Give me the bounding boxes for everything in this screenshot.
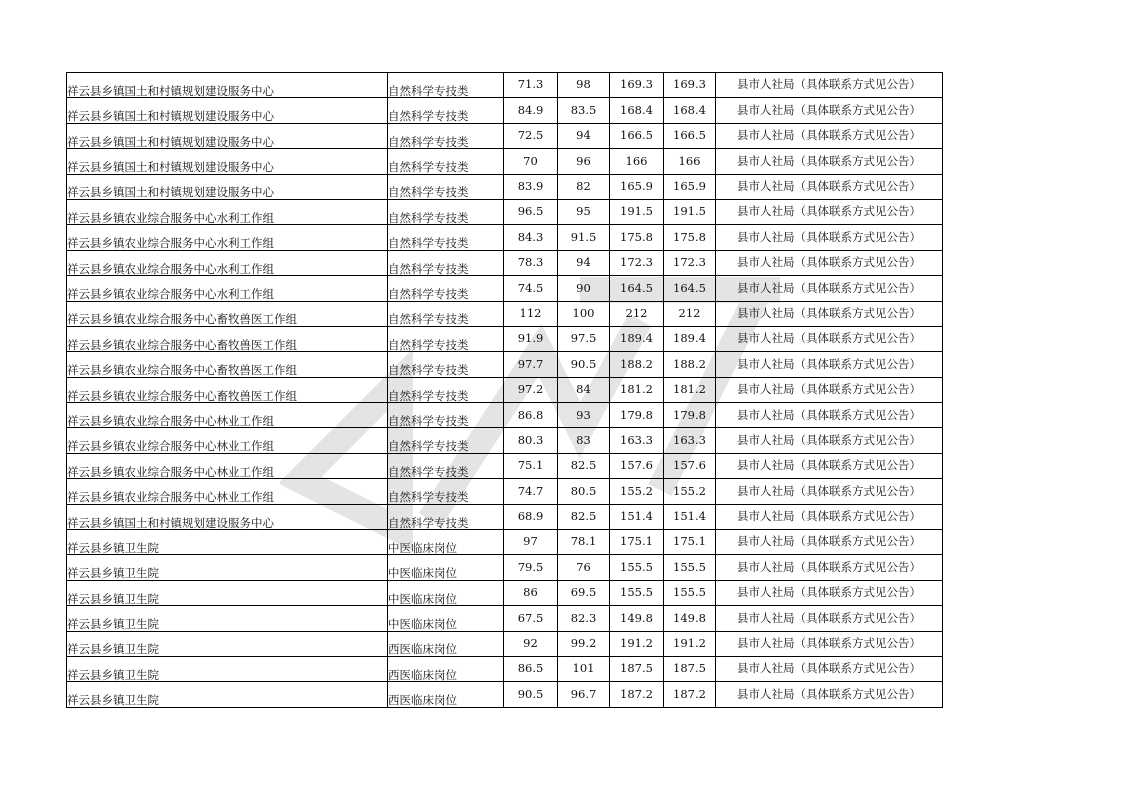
second-score-cell: 95 — [558, 199, 610, 224]
contact-cell: 县市人社局（具体联系方式见公告） — [716, 225, 943, 250]
table-row — [67, 580, 943, 605]
position-cell: 自然科学专技类 — [388, 453, 504, 478]
total-score-cell: 166.5 — [610, 123, 664, 148]
table-row — [67, 453, 943, 478]
written-score-cell: 97 — [504, 530, 558, 555]
contact-cell: 县市人社局（具体联系方式见公告） — [716, 504, 943, 529]
contact-cell: 县市人社局（具体联系方式见公告） — [716, 250, 943, 275]
unit-cell: 祥云县乡镇卫生院 — [67, 656, 388, 681]
written-score-cell: 97.2 — [504, 377, 558, 402]
contact-cell: 县市人社局（具体联系方式见公告） — [716, 326, 943, 351]
written-score-cell: 72.5 — [504, 123, 558, 148]
table-row — [67, 428, 943, 453]
position-cell: 自然科学专技类 — [388, 377, 504, 402]
position-cell: 中医临床岗位 — [388, 580, 504, 605]
table-row — [67, 352, 943, 377]
position-cell: 自然科学专技类 — [388, 174, 504, 199]
total-score-cell: 164.5 — [610, 276, 664, 301]
second-score-cell: 91.5 — [558, 225, 610, 250]
contact-cell: 县市人社局（具体联系方式见公告） — [716, 631, 943, 656]
unit-cell: 祥云县乡镇农业综合服务中心林业工作组 — [67, 479, 388, 504]
total-score-cell: 191.5 — [610, 199, 664, 224]
written-score-cell: 96.5 — [504, 199, 558, 224]
second-score-cell: 83.5 — [558, 98, 610, 123]
second-score-cell: 69.5 — [558, 580, 610, 605]
written-score-cell: 79.5 — [504, 555, 558, 580]
score-table — [66, 72, 943, 708]
unit-cell: 祥云县乡镇国土和村镇规划建设服务中心 — [67, 174, 388, 199]
contact-cell: 县市人社局（具体联系方式见公告） — [716, 428, 943, 453]
written-score-cell: 90.5 — [504, 682, 558, 707]
written-score-cell: 67.5 — [504, 606, 558, 631]
position-cell: 自然科学专技类 — [388, 326, 504, 351]
final-score-cell: 155.5 — [664, 555, 716, 580]
second-score-cell: 82 — [558, 174, 610, 199]
position-cell: 中医临床岗位 — [388, 555, 504, 580]
contact-cell: 县市人社局（具体联系方式见公告） — [716, 580, 943, 605]
contact-cell: 县市人社局（具体联系方式见公告） — [716, 530, 943, 555]
second-score-cell: 99.2 — [558, 631, 610, 656]
unit-cell: 祥云县乡镇卫生院 — [67, 606, 388, 631]
unit-cell: 祥云县乡镇卫生院 — [67, 555, 388, 580]
written-score-cell: 84.9 — [504, 98, 558, 123]
table-row — [67, 326, 943, 351]
table-row — [67, 174, 943, 199]
table-row — [67, 504, 943, 529]
written-score-cell: 74.7 — [504, 479, 558, 504]
position-cell: 自然科学专技类 — [388, 352, 504, 377]
second-score-cell: 97.5 — [558, 326, 610, 351]
second-score-cell: 82.5 — [558, 504, 610, 529]
written-score-cell: 84.3 — [504, 225, 558, 250]
total-score-cell: 166 — [610, 149, 664, 174]
final-score-cell: 165.9 — [664, 174, 716, 199]
unit-cell: 祥云县乡镇国土和村镇规划建设服务中心 — [67, 504, 388, 529]
second-score-cell: 94 — [558, 123, 610, 148]
unit-cell: 祥云县乡镇农业综合服务中心林业工作组 — [67, 453, 388, 478]
unit-cell: 祥云县乡镇国土和村镇规划建设服务中心 — [67, 73, 388, 98]
second-score-cell: 90.5 — [558, 352, 610, 377]
unit-cell: 祥云县乡镇农业综合服务中心畜牧兽医工作组 — [67, 326, 388, 351]
written-score-cell: 74.5 — [504, 276, 558, 301]
final-score-cell: 191.2 — [664, 631, 716, 656]
written-score-cell: 86.8 — [504, 403, 558, 428]
final-score-cell: 187.5 — [664, 656, 716, 681]
unit-cell: 祥云县乡镇农业综合服务中心水利工作组 — [67, 250, 388, 275]
final-score-cell: 172.3 — [664, 250, 716, 275]
final-score-cell: 187.2 — [664, 682, 716, 707]
unit-cell: 祥云县乡镇卫生院 — [67, 580, 388, 605]
position-cell: 中医临床岗位 — [388, 606, 504, 631]
unit-cell: 祥云县乡镇农业综合服务中心林业工作组 — [67, 403, 388, 428]
total-score-cell: 157.6 — [610, 453, 664, 478]
second-score-cell: 98 — [558, 73, 610, 98]
contact-cell: 县市人社局（具体联系方式见公告） — [716, 479, 943, 504]
contact-cell: 县市人社局（具体联系方式见公告） — [716, 453, 943, 478]
contact-cell: 县市人社局（具体联系方式见公告） — [716, 352, 943, 377]
contact-cell: 县市人社局（具体联系方式见公告） — [716, 149, 943, 174]
table-row — [67, 403, 943, 428]
final-score-cell: 175.1 — [664, 530, 716, 555]
unit-cell: 祥云县乡镇国土和村镇规划建设服务中心 — [67, 98, 388, 123]
final-score-cell: 212 — [664, 301, 716, 326]
second-score-cell: 100 — [558, 301, 610, 326]
table-row — [67, 606, 943, 631]
final-score-cell: 151.4 — [664, 504, 716, 529]
final-score-cell: 168.4 — [664, 98, 716, 123]
contact-cell: 县市人社局（具体联系方式见公告） — [716, 555, 943, 580]
unit-cell: 祥云县乡镇农业综合服务中心畜牧兽医工作组 — [67, 352, 388, 377]
final-score-cell: 157.6 — [664, 453, 716, 478]
unit-cell: 祥云县乡镇国土和村镇规划建设服务中心 — [67, 149, 388, 174]
written-score-cell: 91.9 — [504, 326, 558, 351]
total-score-cell: 189.4 — [610, 326, 664, 351]
position-cell: 自然科学专技类 — [388, 504, 504, 529]
second-score-cell: 96 — [558, 149, 610, 174]
unit-cell: 祥云县乡镇卫生院 — [67, 631, 388, 656]
total-score-cell: 191.2 — [610, 631, 664, 656]
position-cell: 西医临床岗位 — [388, 656, 504, 681]
written-score-cell: 83.9 — [504, 174, 558, 199]
contact-cell: 县市人社局（具体联系方式见公告） — [716, 174, 943, 199]
written-score-cell: 80.3 — [504, 428, 558, 453]
unit-cell: 祥云县乡镇卫生院 — [67, 530, 388, 555]
final-score-cell: 188.2 — [664, 352, 716, 377]
written-score-cell: 71.3 — [504, 73, 558, 98]
unit-cell: 祥云县乡镇卫生院 — [67, 682, 388, 707]
table-row — [67, 530, 943, 555]
unit-cell: 祥云县乡镇农业综合服务中心畜牧兽医工作组 — [67, 377, 388, 402]
total-score-cell: 155.5 — [610, 555, 664, 580]
table-row — [67, 225, 943, 250]
table-row — [67, 73, 943, 98]
position-cell: 自然科学专技类 — [388, 225, 504, 250]
total-score-cell: 181.2 — [610, 377, 664, 402]
total-score-cell: 188.2 — [610, 352, 664, 377]
total-score-cell: 155.5 — [610, 580, 664, 605]
unit-cell: 祥云县乡镇国土和村镇规划建设服务中心 — [67, 123, 388, 148]
table-row — [67, 479, 943, 504]
written-score-cell: 75.1 — [504, 453, 558, 478]
contact-cell: 县市人社局（具体联系方式见公告） — [716, 377, 943, 402]
final-score-cell: 163.3 — [664, 428, 716, 453]
final-score-cell: 155.2 — [664, 479, 716, 504]
position-cell: 自然科学专技类 — [388, 98, 504, 123]
position-cell: 自然科学专技类 — [388, 428, 504, 453]
contact-cell: 县市人社局（具体联系方式见公告） — [716, 656, 943, 681]
second-score-cell: 80.5 — [558, 479, 610, 504]
final-score-cell: 175.8 — [664, 225, 716, 250]
table-row — [67, 123, 943, 148]
table-row — [67, 149, 943, 174]
second-score-cell: 90 — [558, 276, 610, 301]
final-score-cell: 155.5 — [664, 580, 716, 605]
final-score-cell: 149.8 — [664, 606, 716, 631]
position-cell: 自然科学专技类 — [388, 73, 504, 98]
final-score-cell: 191.5 — [664, 199, 716, 224]
contact-cell: 县市人社局（具体联系方式见公告） — [716, 98, 943, 123]
total-score-cell: 168.4 — [610, 98, 664, 123]
contact-cell: 县市人社局（具体联系方式见公告） — [716, 73, 943, 98]
final-score-cell: 169.3 — [664, 73, 716, 98]
table-row — [67, 301, 943, 326]
contact-cell: 县市人社局（具体联系方式见公告） — [716, 606, 943, 631]
total-score-cell: 172.3 — [610, 250, 664, 275]
second-score-cell: 76 — [558, 555, 610, 580]
unit-cell: 祥云县乡镇农业综合服务中心畜牧兽医工作组 — [67, 301, 388, 326]
final-score-cell: 189.4 — [664, 326, 716, 351]
contact-cell: 县市人社局（具体联系方式见公告） — [716, 199, 943, 224]
unit-cell: 祥云县乡镇农业综合服务中心水利工作组 — [67, 276, 388, 301]
table-row — [67, 682, 943, 707]
position-cell: 自然科学专技类 — [388, 199, 504, 224]
table-row — [67, 276, 943, 301]
written-score-cell: 112 — [504, 301, 558, 326]
total-score-cell: 179.8 — [610, 403, 664, 428]
second-score-cell: 78.1 — [558, 530, 610, 555]
total-score-cell: 151.4 — [610, 504, 664, 529]
second-score-cell: 94 — [558, 250, 610, 275]
total-score-cell: 163.3 — [610, 428, 664, 453]
final-score-cell: 166.5 — [664, 123, 716, 148]
unit-cell: 祥云县乡镇农业综合服务中心林业工作组 — [67, 428, 388, 453]
position-cell: 西医临床岗位 — [388, 682, 504, 707]
contact-cell: 县市人社局（具体联系方式见公告） — [716, 301, 943, 326]
written-score-cell: 86.5 — [504, 656, 558, 681]
contact-cell: 县市人社局（具体联系方式见公告） — [716, 276, 943, 301]
table-row — [67, 377, 943, 402]
final-score-cell: 179.8 — [664, 403, 716, 428]
position-cell: 中医临床岗位 — [388, 530, 504, 555]
contact-cell: 县市人社局（具体联系方式见公告） — [716, 682, 943, 707]
written-score-cell: 97.7 — [504, 352, 558, 377]
position-cell: 自然科学专技类 — [388, 149, 504, 174]
position-cell: 自然科学专技类 — [388, 123, 504, 148]
final-score-cell: 166 — [664, 149, 716, 174]
second-score-cell: 82.3 — [558, 606, 610, 631]
position-cell: 自然科学专技类 — [388, 403, 504, 428]
second-score-cell: 96.7 — [558, 682, 610, 707]
position-cell: 自然科学专技类 — [388, 301, 504, 326]
final-score-cell: 164.5 — [664, 276, 716, 301]
unit-cell: 祥云县乡镇农业综合服务中心水利工作组 — [67, 199, 388, 224]
unit-cell: 祥云县乡镇农业综合服务中心水利工作组 — [67, 225, 388, 250]
position-cell: 自然科学专技类 — [388, 250, 504, 275]
second-score-cell: 83 — [558, 428, 610, 453]
written-score-cell: 78.3 — [504, 250, 558, 275]
written-score-cell: 70 — [504, 149, 558, 174]
final-score-cell: 181.2 — [664, 377, 716, 402]
position-cell: 自然科学专技类 — [388, 479, 504, 504]
position-cell: 自然科学专技类 — [388, 276, 504, 301]
written-score-cell: 68.9 — [504, 504, 558, 529]
written-score-cell: 86 — [504, 580, 558, 605]
table-row — [67, 656, 943, 681]
total-score-cell: 187.2 — [610, 682, 664, 707]
total-score-cell: 149.8 — [610, 606, 664, 631]
table-row — [67, 98, 943, 123]
second-score-cell: 93 — [558, 403, 610, 428]
written-score-cell: 92 — [504, 631, 558, 656]
table-row — [67, 631, 943, 656]
total-score-cell: 187.5 — [610, 656, 664, 681]
second-score-cell: 84 — [558, 377, 610, 402]
second-score-cell: 101 — [558, 656, 610, 681]
position-cell: 西医临床岗位 — [388, 631, 504, 656]
total-score-cell: 155.2 — [610, 479, 664, 504]
contact-cell: 县市人社局（具体联系方式见公告） — [716, 123, 943, 148]
total-score-cell: 175.8 — [610, 225, 664, 250]
table-row — [67, 555, 943, 580]
total-score-cell: 212 — [610, 301, 664, 326]
total-score-cell: 165.9 — [610, 174, 664, 199]
total-score-cell: 169.3 — [610, 73, 664, 98]
contact-cell: 县市人社局（具体联系方式见公告） — [716, 403, 943, 428]
total-score-cell: 175.1 — [610, 530, 664, 555]
table-row — [67, 199, 943, 224]
second-score-cell: 82.5 — [558, 453, 610, 478]
table-row — [67, 250, 943, 275]
